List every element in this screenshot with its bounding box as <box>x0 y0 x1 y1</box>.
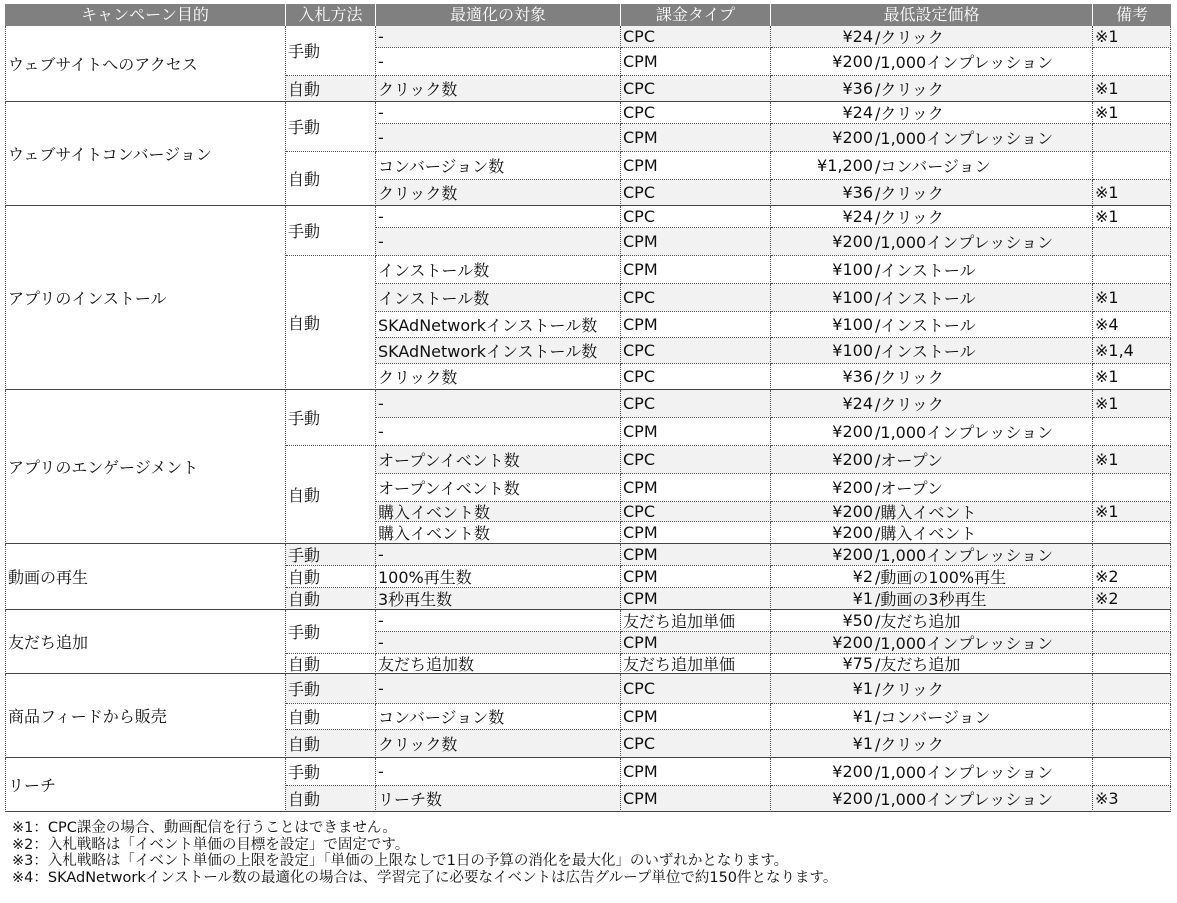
price-amount: ¥75 <box>842 654 873 673</box>
billing-type: 友だち追加単価 <box>621 654 771 674</box>
billing-type: CPM <box>621 418 771 446</box>
billing-type: CPC <box>621 180 771 206</box>
price-amount: ¥200 <box>832 52 873 71</box>
price-amount: ¥24 <box>842 27 873 46</box>
note: ※1 <box>1093 206 1171 228</box>
price-unit: /クリック <box>875 80 944 99</box>
note: ※1 <box>1093 284 1171 312</box>
optimization-target: インストール数 <box>376 256 621 284</box>
bid-method: 自動 <box>286 446 376 544</box>
note <box>1093 48 1171 76</box>
note: ※2 <box>1093 588 1171 610</box>
optimization-target: - <box>376 48 621 76</box>
bid-method: 手動 <box>286 26 376 76</box>
bid-method: 自動 <box>286 654 376 674</box>
price-amount: ¥200 <box>832 450 873 469</box>
billing-type: CPM <box>621 588 771 610</box>
price-unit: /オープン <box>875 451 943 470</box>
campaign-objective: 友だち追加 <box>5 610 286 674</box>
price-amount: ¥24 <box>842 394 873 413</box>
billing-type: CPM <box>621 704 771 730</box>
price-unit: /クリック <box>875 184 944 203</box>
footnote-2: ※2：入札戦略は「イベント単価の目標を設定」で固定です。 <box>12 836 410 853</box>
note: ※1 <box>1093 364 1171 390</box>
bid-method: 手動 <box>286 206 376 256</box>
optimization-target: - <box>376 544 621 566</box>
note: ※1 <box>1093 390 1171 418</box>
note: ※2 <box>1093 566 1171 588</box>
pricing-table <box>5 4 1171 809</box>
min-price <box>771 566 1093 588</box>
bid-method: 自動 <box>286 256 376 390</box>
optimization-target: コンバージョン数 <box>376 152 621 180</box>
price-amount: ¥36 <box>842 367 873 386</box>
min-price <box>771 256 1093 284</box>
billing-type: CPM <box>621 566 771 588</box>
price-unit: /クリック <box>875 368 944 387</box>
price-unit: /インストール <box>875 261 976 280</box>
min-price <box>771 152 1093 180</box>
min-price <box>771 446 1093 474</box>
bid-method: 自動 <box>286 152 376 206</box>
bid-method: 手動 <box>286 758 376 786</box>
price-unit: /友だち追加 <box>875 612 961 631</box>
note <box>1093 730 1171 758</box>
min-price <box>771 654 1093 674</box>
price-amount: ¥200 <box>832 422 873 441</box>
price-amount: ¥200 <box>832 633 873 652</box>
billing-type: CPC <box>621 284 771 312</box>
price-amount: ¥200 <box>832 545 873 564</box>
min-price <box>771 48 1093 76</box>
note <box>1093 256 1171 284</box>
optimization-target: リーチ数 <box>376 786 621 812</box>
billing-type: CPM <box>621 256 771 284</box>
billing-type: CPM <box>621 544 771 566</box>
min-price <box>771 338 1093 364</box>
billing-type: CPC <box>621 338 771 364</box>
price-unit: /クリック <box>875 395 944 414</box>
optimization-target: オープンイベント数 <box>376 474 621 502</box>
optimization-target: SKAdNetworkインストール数 <box>376 312 621 338</box>
optimization-target: - <box>376 632 621 654</box>
price-amount: ¥50 <box>842 611 873 630</box>
price-unit: /クリック <box>875 680 944 699</box>
note <box>1093 418 1171 446</box>
note: ※1 <box>1093 26 1171 48</box>
billing-type: CPC <box>621 102 771 124</box>
price-amount: ¥200 <box>832 478 873 497</box>
min-price <box>771 180 1093 206</box>
price-amount: ¥36 <box>842 79 873 98</box>
note <box>1093 474 1171 502</box>
billing-type: CPC <box>621 674 771 704</box>
campaign-objective: ウェブサイトコンバージョン <box>5 102 286 206</box>
optimization-target: - <box>376 674 621 704</box>
header-campaign: キャンペーン目的 <box>5 4 286 26</box>
min-price <box>771 632 1093 654</box>
bid-method: 自動 <box>286 76 376 102</box>
optimization-target: - <box>376 26 621 48</box>
campaign-objective: ウェブサイトへのアクセス <box>5 26 286 102</box>
min-price <box>771 76 1093 102</box>
campaign-objective: アプリのエンゲージメント <box>5 390 286 544</box>
price-unit: /コンバージョン <box>875 708 991 727</box>
billing-type: CPM <box>621 632 771 654</box>
optimization-target: 友だち追加数 <box>376 654 621 674</box>
note: ※1 <box>1093 180 1171 206</box>
note <box>1093 654 1171 674</box>
header-optimization-target: 最適化の対象 <box>376 4 621 26</box>
campaign-objective: 商品フィードから販売 <box>5 674 286 758</box>
note <box>1093 632 1171 654</box>
optimization-target: クリック数 <box>376 730 621 758</box>
min-price <box>771 544 1093 566</box>
min-price <box>771 704 1093 730</box>
campaign-objective: リーチ <box>5 758 286 812</box>
bid-method: 自動 <box>286 704 376 730</box>
price-amount: ¥200 <box>832 762 873 781</box>
note: ※1 <box>1093 502 1171 522</box>
billing-type: CPC <box>621 446 771 474</box>
min-price <box>771 228 1093 256</box>
min-price <box>771 674 1093 704</box>
optimization-target: - <box>376 610 621 632</box>
optimization-target: - <box>376 418 621 446</box>
note: ※1,4 <box>1093 338 1171 364</box>
campaign-objective: アプリのインストール <box>5 206 286 390</box>
note: ※3 <box>1093 786 1171 812</box>
price-amount: ¥200 <box>832 523 873 542</box>
min-price <box>771 522 1093 544</box>
optimization-target: 100%再生数 <box>376 566 621 588</box>
note <box>1093 152 1171 180</box>
price-amount: ¥200 <box>832 502 873 521</box>
price-unit: /クリック <box>875 735 944 754</box>
bid-method: 手動 <box>286 102 376 152</box>
price-unit: /購入イベント <box>875 524 977 543</box>
min-price <box>771 26 1093 48</box>
min-price <box>771 206 1093 228</box>
billing-type: CPM <box>621 312 771 338</box>
optimization-target: オープンイベント数 <box>376 446 621 474</box>
price-unit: /インストール <box>875 289 976 308</box>
price-amount: ¥1 <box>852 707 873 726</box>
price-amount: ¥200 <box>832 128 873 147</box>
optimization-target: コンバージョン数 <box>376 704 621 730</box>
price-unit: /友だち追加 <box>875 655 961 674</box>
billing-type: CPM <box>621 48 771 76</box>
billing-type: CPC <box>621 364 771 390</box>
optimization-target: クリック数 <box>376 76 621 102</box>
bid-method: 自動 <box>286 566 376 588</box>
billing-type: CPM <box>621 228 771 256</box>
price-amount: ¥36 <box>842 183 873 202</box>
price-unit: /1,000インプレッション <box>875 546 1054 565</box>
billing-type: CPM <box>621 124 771 152</box>
optimization-target: - <box>376 102 621 124</box>
optimization-target: インストール数 <box>376 284 621 312</box>
billing-type: CPC <box>621 390 771 418</box>
billing-type: CPM <box>621 474 771 502</box>
header-min-price: 最低設定価格 <box>771 4 1093 26</box>
footnote-4: ※4：SKAdNetworkインストール数の最適化の場合は、学習完了に必要なイベントは広告グループ単位で約150件となります。 <box>12 869 838 886</box>
price-unit: /1,000インプレッション <box>875 790 1054 809</box>
min-price <box>771 474 1093 502</box>
optimization-target: 購入イベント数 <box>376 522 621 544</box>
optimization-target: 購入イベント数 <box>376 502 621 522</box>
footnote-1: ※1：CPC課金の場合、動画配信を行うことはできません。 <box>12 820 397 836</box>
price-unit: /1,000インプレッション <box>875 129 1054 148</box>
min-price <box>771 124 1093 152</box>
optimization-target: クリック数 <box>376 364 621 390</box>
bid-method: 手動 <box>286 674 376 704</box>
min-price <box>771 786 1093 812</box>
optimization-target: - <box>376 390 621 418</box>
note <box>1093 228 1171 256</box>
price-unit: /インストール <box>875 342 976 361</box>
billing-type: CPM <box>621 152 771 180</box>
note <box>1093 674 1171 704</box>
price-unit: /購入イベント <box>875 503 977 522</box>
price-unit: /インストール <box>875 316 976 335</box>
price-amount: ¥100 <box>832 315 873 334</box>
header-billing-type: 課金タイプ <box>621 4 771 26</box>
optimization-target: 3秒再生数 <box>376 588 621 610</box>
min-price <box>771 758 1093 786</box>
min-price <box>771 610 1093 632</box>
price-amount: ¥200 <box>832 232 873 251</box>
price-unit: /1,000インプレッション <box>875 763 1054 782</box>
price-amount: ¥24 <box>842 207 873 226</box>
price-unit: /動画の100%再生 <box>875 568 1007 587</box>
price-unit: /1,000インプレッション <box>875 423 1054 442</box>
optimization-target: - <box>376 124 621 152</box>
note: ※4 <box>1093 312 1171 338</box>
note <box>1093 758 1171 786</box>
price-unit: /1,000インプレッション <box>875 634 1054 653</box>
bid-method: 自動 <box>286 730 376 758</box>
campaign-objective: 動画の再生 <box>5 544 286 610</box>
note <box>1093 522 1171 544</box>
billing-type: CPM <box>621 522 771 544</box>
min-price <box>771 312 1093 338</box>
price-amount: ¥1 <box>852 734 873 753</box>
optimization-target: SKAdNetworkインストール数 <box>376 338 621 364</box>
optimization-target: クリック数 <box>376 180 621 206</box>
header-notes: 備考 <box>1093 4 1171 26</box>
price-unit: /オープン <box>875 479 943 498</box>
billing-type: 友だち追加単価 <box>621 610 771 632</box>
price-unit: /クリック <box>875 104 944 123</box>
price-amount: ¥1 <box>852 589 873 608</box>
billing-type: CPC <box>621 76 771 102</box>
billing-type: CPC <box>621 502 771 522</box>
price-amount: ¥2 <box>852 567 873 586</box>
price-unit: /クリック <box>875 28 944 47</box>
note: ※1 <box>1093 76 1171 102</box>
min-price <box>771 102 1093 124</box>
min-price <box>771 390 1093 418</box>
price-amount: ¥100 <box>832 260 873 279</box>
price-unit: /動画の3秒再生 <box>875 590 987 609</box>
bid-method: 手動 <box>286 610 376 654</box>
bid-method: 自動 <box>286 588 376 610</box>
price-unit: /コンバージョン <box>875 157 991 176</box>
footnotes <box>12 820 837 886</box>
billing-type: CPC <box>621 206 771 228</box>
billing-type: CPM <box>621 786 771 812</box>
price-unit: /1,000インプレッション <box>875 233 1054 252</box>
optimization-target: - <box>376 206 621 228</box>
optimization-target: - <box>376 758 621 786</box>
note <box>1093 544 1171 566</box>
price-unit: /1,000インプレッション <box>875 53 1054 72</box>
price-unit: /クリック <box>875 208 944 227</box>
bid-method: 手動 <box>286 544 376 566</box>
min-price <box>771 730 1093 758</box>
footnote-3: ※3：入札戦略は「イベント単価の上限を設定」「単価の上限なしで1日の予算の消化を最大化」のいずれかとなります。 <box>12 853 789 869</box>
min-price <box>771 284 1093 312</box>
price-amount: ¥1 <box>852 679 873 698</box>
price-amount: ¥200 <box>832 789 873 808</box>
min-price <box>771 588 1093 610</box>
min-price <box>771 364 1093 390</box>
note <box>1093 610 1171 632</box>
header-bid-method: 入札方法 <box>286 4 376 26</box>
bid-method: 自動 <box>286 786 376 812</box>
price-amount: ¥24 <box>842 103 873 122</box>
bid-method: 手動 <box>286 390 376 446</box>
billing-type: CPC <box>621 26 771 48</box>
billing-type: CPC <box>621 730 771 758</box>
note: ※1 <box>1093 102 1171 124</box>
note <box>1093 704 1171 730</box>
min-price <box>771 502 1093 522</box>
price-amount: ¥100 <box>832 288 873 307</box>
note <box>1093 124 1171 152</box>
billing-type: CPM <box>621 758 771 786</box>
price-amount: ¥1,200 <box>817 156 873 175</box>
note: ※1 <box>1093 446 1171 474</box>
price-amount: ¥100 <box>832 341 873 360</box>
min-price <box>771 418 1093 446</box>
optimization-target: - <box>376 228 621 256</box>
